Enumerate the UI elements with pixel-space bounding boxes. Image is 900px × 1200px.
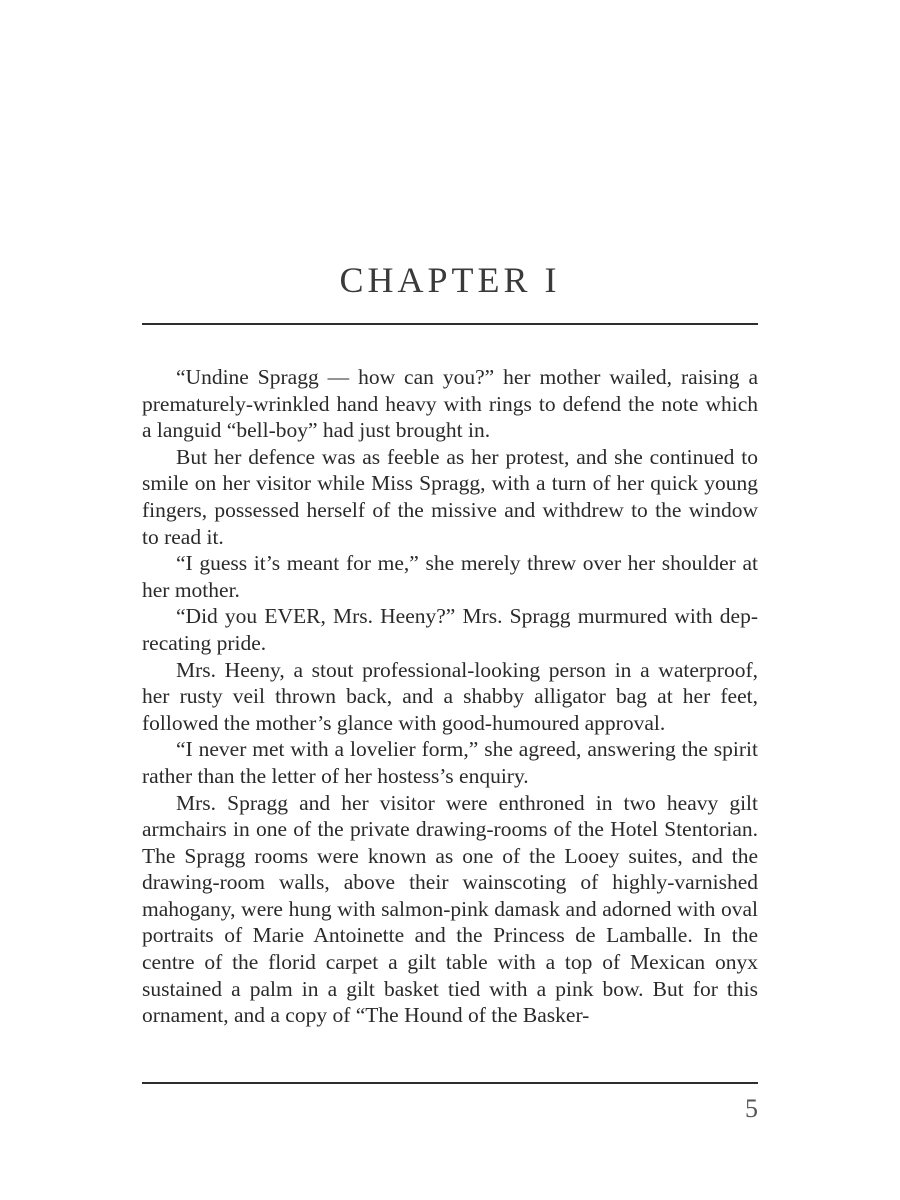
paragraph: Mrs. Heeny, a stout professional-looking person in a waterproof, her rusty veil thrown back, and a shabby alligator bag at her feet, followed the mother’s glance with good-humoured approval. xyxy=(142,657,758,735)
paragraph: “Undine Spragg — how can you?” her mother wailed, raising a prematurely-wrinkled hand heavy with rings to defend the note which a languid “bell-boy” had just brought in. xyxy=(142,365,758,443)
chapter-title: CHAPTER I xyxy=(339,260,561,300)
page-number: 5 xyxy=(745,1094,758,1123)
paragraph: “I never met with a lovelier form,” she agreed, answering the spirit rather than the letter of her hostess’s enquiry. xyxy=(142,737,758,788)
paragraph: But her defence was as feeble as her protest, and she continued to smile on her visitor while Miss Spragg, with a turn of her quick young fingers, possessed herself of the missive and withdrew to the window to read it. xyxy=(142,444,758,549)
chapter-body xyxy=(142,364,758,1029)
bottom-rule xyxy=(142,1082,758,1084)
top-rule xyxy=(142,323,758,325)
paragraph: “I guess it’s meant for me,” she merely threw over her shoulder at her mother. xyxy=(142,551,758,602)
paragraph: Mrs. Spragg and her visitor were enthroned in two heavy gilt armchairs in one of the private drawing-rooms of the Hotel Stentorian. The Spragg rooms were known as one of the Looey suites, and the drawing-room walls, above their wainscoting of highly-varnished mahogany, were hung with salmon-pink damask and adorned with oval portraits of Marie Antoinette and the Princess de Lamballe. In the centre of the florid carpet a gilt table with a top of Mexican onyx sustained a palm in a gilt basket tied with a pink bow. But for this ornament, and a copy of “The Hound of the Basker- xyxy=(142,790,758,1028)
paragraph: “Did you EVER, Mrs. Heeny?” Mrs. Spragg murmured with deprecating pride. xyxy=(142,604,758,655)
